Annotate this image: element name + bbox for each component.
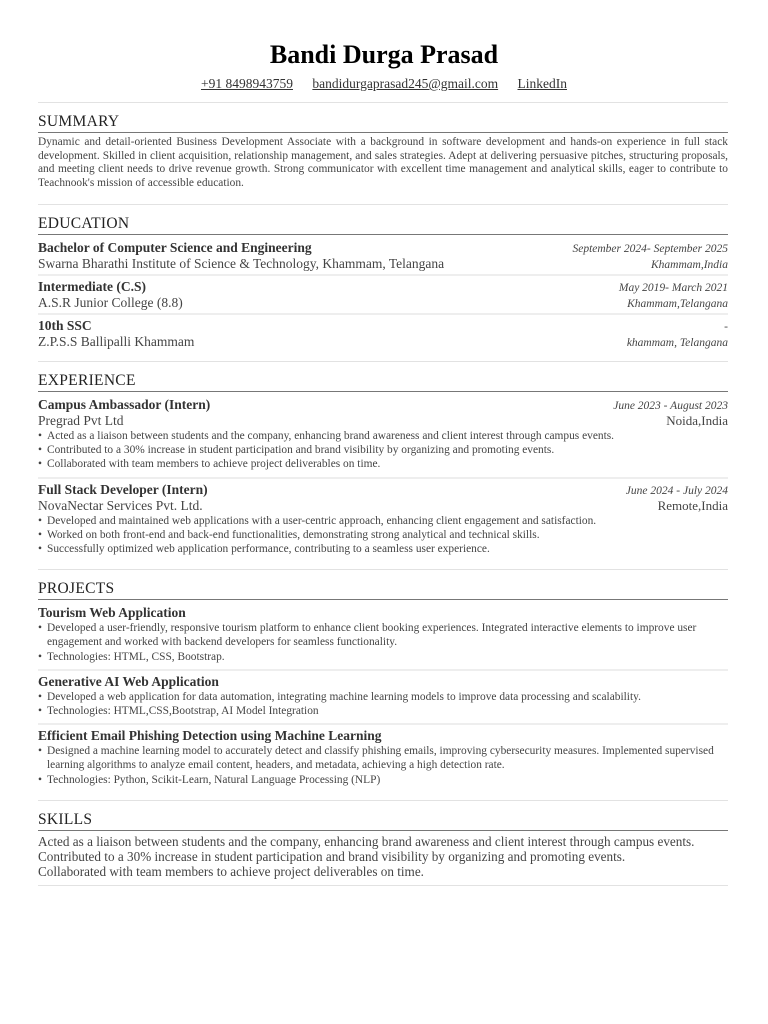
experience-item	[38, 395, 728, 477]
skills-line: Acted as a liaison between students and the company, enhancing brand awareness and client interest through campus events.	[38, 833, 695, 849]
list-item: • Technologies: HTML,CSS,Bootstrap, AI Model Integration	[38, 704, 728, 718]
candidate-name: Bandi Durga Prasad	[269, 40, 499, 69]
list-item: • Developed and maintained web applications with a user-centric approach, enhancing client engagement and satisfaction.	[38, 514, 728, 528]
resume-content	[38, 102, 728, 886]
section-title: EDUCATION	[38, 215, 728, 235]
dates: June 2024 - July 2024	[625, 484, 728, 497]
bullet-list	[38, 690, 728, 718]
dates: -	[724, 321, 728, 333]
skills-text	[38, 834, 728, 885]
list-item: • Successfully optimized web application performance, contributing to a seamless user experience.	[38, 542, 728, 556]
experience-item	[38, 477, 728, 570]
project-title: Generative AI Web Application	[38, 673, 219, 689]
location: Remote,India	[657, 497, 728, 513]
section-title: EXPERIENCE	[38, 372, 728, 392]
role-title: Campus Ambassador (Intern)	[38, 397, 211, 412]
degree-title: 10th SSC	[38, 318, 92, 333]
project-title: Tourism Web Application	[38, 605, 186, 621]
bullet-list	[38, 744, 728, 787]
location: khammam, Telangana	[626, 337, 728, 349]
skills-line: Collaborated with team members to achieve project deliverables on time.	[38, 863, 424, 879]
contact-bar	[0, 75, 768, 93]
list-item: • Acted as a liaison between students and the company, enhancing brand awareness and client interest through campus events.	[38, 429, 728, 443]
list-item: • Developed a web application for data automation, integrating machine learning models to improve data processing and scalability.	[38, 690, 728, 704]
location: Khammam,Telangana	[627, 298, 728, 310]
education-section	[38, 204, 728, 361]
bullet-list	[38, 514, 728, 557]
education-item	[38, 238, 728, 274]
list-item: • Technologies: Python, Scikit-Learn, Natural Language Processing (NLP)	[38, 773, 728, 787]
list-item: • Technologies: HTML, CSS, Bootstrap.	[38, 650, 728, 664]
project-item	[38, 723, 728, 800]
skills-line: Contributed to a 30% increase in student participation and brand visibility by organizing and promoting events.	[38, 848, 626, 864]
degree-title: Bachelor of Computer Science and Engineering	[38, 240, 312, 255]
project-item	[38, 603, 728, 669]
skills-section	[38, 800, 728, 885]
list-item: • Developed a user-friendly, responsive tourism platform to enhance client booking experiences. Integrated interactive elements to improve user engagement and worked with backend developers for seamless functionality.	[38, 621, 728, 649]
education-item	[38, 274, 728, 313]
summary-section	[38, 102, 728, 204]
school-name: Swarna Bharathi Institute of Science & Technology, Khammam, Telangana	[38, 256, 445, 271]
dates: May 2019- March 2021	[618, 282, 728, 294]
location: Khammam,India	[651, 259, 728, 271]
section-title: SUMMARY	[38, 113, 728, 133]
bullet-list	[38, 429, 728, 472]
list-item: • Designed a machine learning model to accurately detect and classify phishing emails, improving cybersecurity measures. Implemented supervised learning algorithms to analyze email content, headers, and metadata, achieving a high detection rate.	[38, 744, 728, 772]
list-item: • Contributed to a 30% increase in student participation and brand visibility by organizing and promoting events.	[38, 443, 728, 457]
project-title: Efficient Email Phishing Detection using Machine Learning	[38, 728, 382, 744]
location: Noida,India	[666, 413, 728, 428]
dates: September 2024- September 2025	[572, 243, 728, 255]
project-item	[38, 669, 728, 723]
bullet-list	[38, 621, 728, 664]
company-name: Pregrad Pvt Ltd	[38, 413, 124, 428]
role-title: Full Stack Developer (Intern)	[38, 481, 208, 497]
phone-link[interactable]: +91 8498943759	[200, 76, 293, 91]
section-title: PROJECTS	[38, 580, 728, 600]
company-name: NovaNectar Services Pvt. Ltd.	[38, 497, 203, 513]
list-item: • Collaborated with team members to achieve project deliverables on time.	[38, 457, 728, 471]
degree-title: Intermediate (C.S)	[38, 279, 146, 294]
projects-section	[38, 569, 728, 800]
divider	[38, 885, 728, 886]
school-name: Z.P.S.S Ballipalli Khammam	[38, 334, 195, 349]
linkedin-link[interactable]: LinkedIn	[517, 76, 567, 91]
summary-text: Dynamic and detail-oriented Business Development Associate with a background in software development and hands-on experience in full stack development. Skilled in client acquisition, relationship management, and sales strategies. Adept at delivering persuasive pitches, structuring proposals, and meeting client needs to drive revenue growth. Strong communicator with excellent time management and analytical skills, eager to contribute to Teachnook's mission of accessible education.	[38, 136, 728, 189]
email-link[interactable]: bandidurgaprasad245@gmail.com	[312, 76, 499, 91]
list-item: • Worked on both front-end and back-end functionalities, demonstrating strong analytical and technical skills.	[38, 528, 728, 542]
dates: June 2023 - August 2023	[613, 400, 728, 412]
section-title: SKILLS	[38, 811, 728, 831]
school-name: A.S.R Junior College (8.8)	[38, 295, 183, 310]
experience-section	[38, 361, 728, 569]
education-item	[38, 313, 728, 361]
